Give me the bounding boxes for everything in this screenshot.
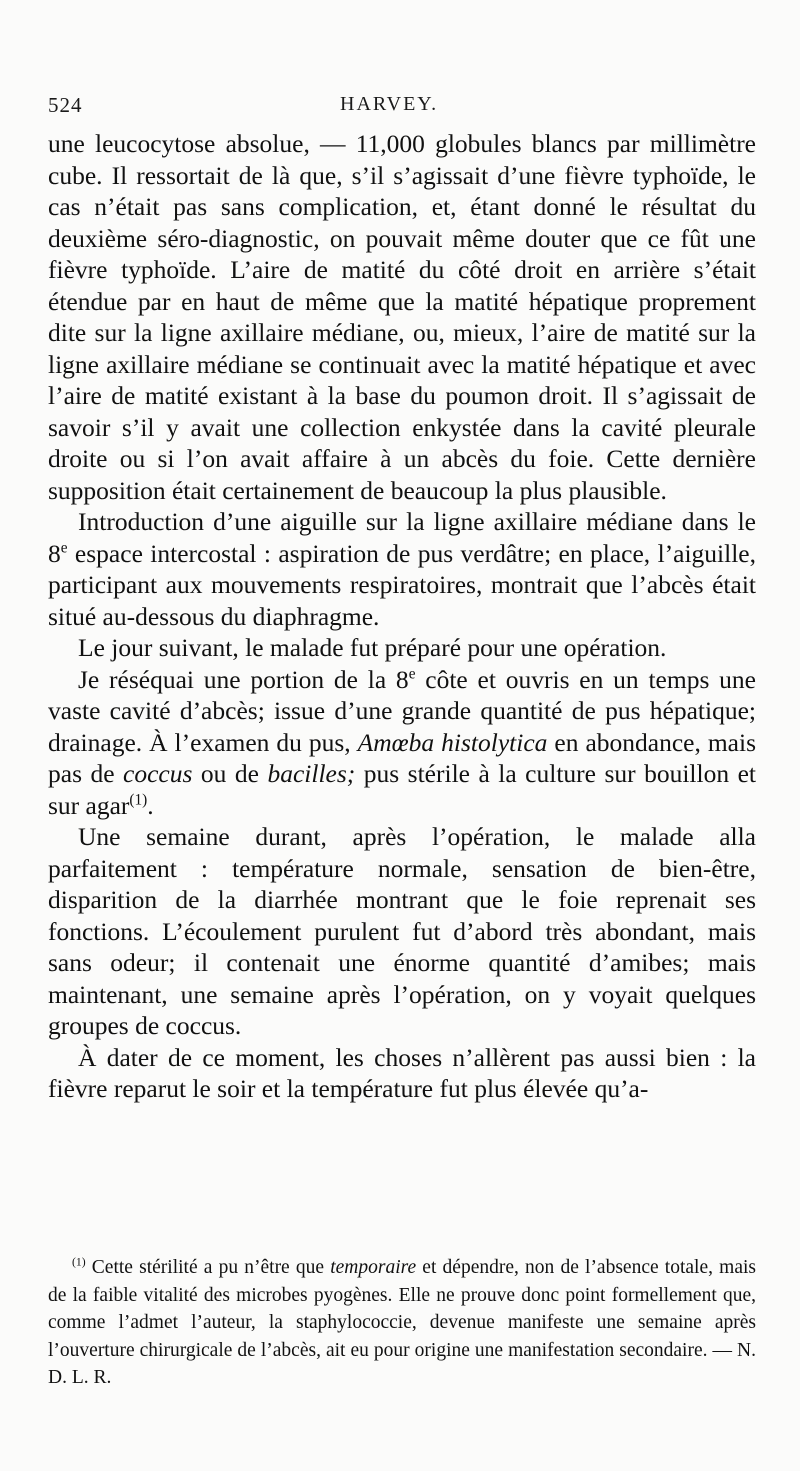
running-head: HARVEY. [340, 93, 439, 115]
paragraph-4-part-c: en abondance, mais pas de [48, 727, 756, 788]
paragraph-4-part-a: Je réséquai une portion de la 8 [78, 664, 409, 694]
page-header [48, 93, 752, 123]
paragraph-5: Une semaine durant, après l’opération, le malade alla parfaitement : température normale, sensation de bien-être, disparition de la diarrhée montrant que le foie reprenait ses fonctions. L’écoulement purulent fut d’abord très abondant, mais sans odeur; il contenait une énorme quantité d’amibes; mais maintenant, une semaine après l’opération, on y voyait quelques groupes de coccus. [48, 822, 756, 1040]
paragraph-2-text: Introduction d’une aiguille sur la ligne axillaire médiane dans le 8 [48, 507, 756, 568]
ordinal-superscript: e [408, 665, 416, 682]
body-text [48, 128, 756, 1105]
footnote-reference: (1) [129, 791, 148, 808]
paragraph-4-part-e: pus stérile à la culture sur bouillon et sur agar [48, 759, 756, 820]
paragraph-3: Le jour suivant, le malade fut préparé pour une opération. [78, 633, 667, 662]
page-number: 524 [48, 93, 83, 117]
paragraph-4 [48, 664, 756, 822]
footnote [48, 1254, 756, 1392]
paragraph-6: À dater de ce moment, les choses n’allèrent pas aussi bien : la fièvre reparut le soir et la température fut plus élevée qu’a- [48, 1042, 756, 1103]
footnote-paragraph [48, 1254, 756, 1392]
italic-term-bacilles: bacilles; [267, 759, 356, 788]
footnote-text-b: et dépendre, non de l’absence totale, mais de la faible vitalité des microbes pyogènes. Elle ne prouve donc point formellement que, comme l’admet l’auteur, la staphylococcie, devenue manifeste une semaine après l’ouverture chirurgicale de l’abcès, ait eu pour origine une manifestation secondaire. — N. D. L. R. [48, 1257, 756, 1388]
species-name: Amœba histolytica [357, 727, 548, 757]
italic-term-coccus: coccus [123, 759, 193, 788]
footnote-italic: temporaire [330, 1257, 417, 1278]
paragraph-2 [48, 506, 756, 632]
paragraph-4-part-b: côte et ouvris en un temps une vaste cavité d’abcès; issue d’une grande quantité de pus hépatique; drainage. À l’examen du pus, [48, 664, 756, 757]
footnote-text-a: Cette stérilité a pu n’être que [85, 1257, 331, 1278]
ordinal-superscript: e [60, 539, 68, 556]
paragraph-4-part-d: ou de [192, 759, 268, 788]
paragraph-4-part-f: . [147, 790, 154, 820]
footnote-marker: (1) [72, 1255, 86, 1269]
paragraph-2-rest: espace intercostal : aspiration de pus verdâtre; en place, l’aiguille, participant aux mouvements respiratoires, montrait que l’abcès était situé au-dessous du diaphragme. [48, 538, 756, 631]
paragraph-1: une leucocytose absolue, — 11,000 globules blancs par millimètre cube. Il ressortait de là que, s’il s’agissait d’une fièvre typhoïde, le cas n’était pas sans complication, et, étant donné le résultat du deuxième séro-diagnostic, on pouvait même douter que ce fût une fièvre typhoïde. L’aire de matité du côté droit en arrière s’était étendue par en haut de même que la matité hépatique proprement dite sur la ligne axillaire médiane, ou, mieux, l’aire de matité sur la ligne axillaire médiane se continuait avec la matité hépatique et avec l’aire de matité existant à la base du poumon droit. Il s’agissait de savoir s’il y avait une collection enkystée dans la cavité pleurale droite ou si l’on avait affaire à un abcès du foie. Cette dernière supposition était certainement de beaucoup la plus plausible. [48, 129, 756, 505]
